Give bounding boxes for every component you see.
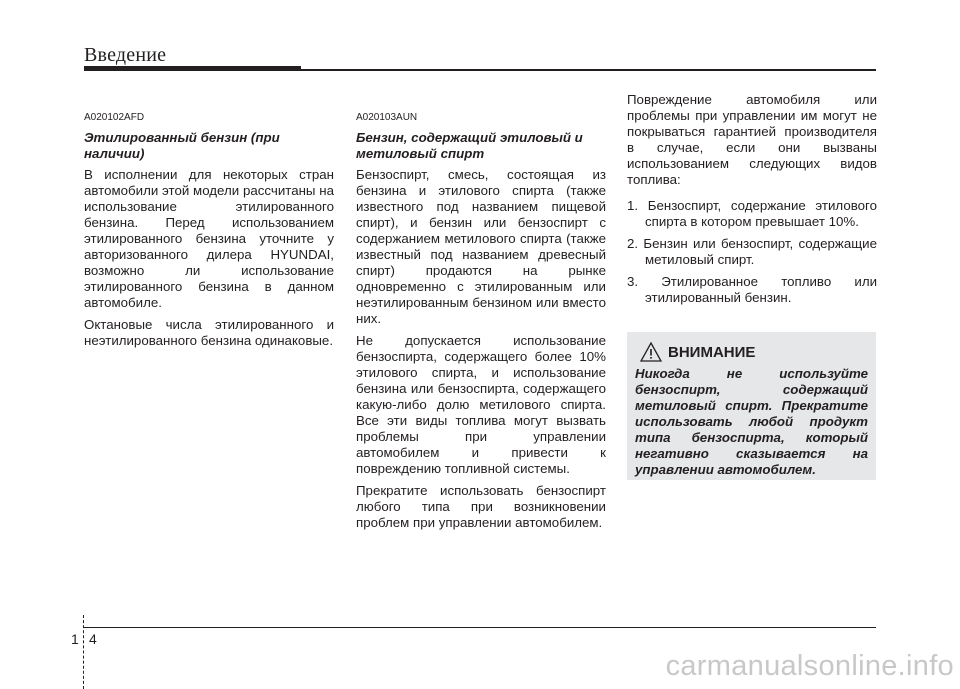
paragraph: Не допускается использование бензоспирта, содержащего более 10% этилового спирта, и использование бензина или бензоспирта, содержащего какую-либо долю метилового спирта. Все эти виды топлива могут вызвать проблемы при управлении автомобилем и привести к повреждению топливной системы. [356,333,606,476]
chapter-number: 1 [71,631,79,647]
paragraph: Бензоспирт, смесь, состоящая из бензина и этилового спирта (также известного под названием пищевой спирт), и бензин или бензоспирт с содержанием метилового спирта (также известный под названием древесный спирт) продаются на рынке одновременно с этилированным или неэтилированным бензином или вместо них. [356,167,606,326]
footer-divider [83,615,84,689]
fuel-list [627,198,877,306]
list-item: 1. Бензоспирт, содержание этилового спирта в котором превышает 10%. [627,198,877,229]
paragraph: Повреждение автомобиля или проблемы при управлении им могут не покрываться гарантией производителя в случае, если они вызваны использованием следующих видов топлива: [627,92,877,187]
section-title: Введение [84,44,167,66]
header-rule-thick [84,66,301,71]
warning-header [640,342,868,362]
footer-rule [84,627,876,628]
section-code: A020103AUN [356,112,418,123]
paragraph: В исполнении для некоторых стран автомобили этой модели рассчитаны на использование этилированного бензина. Перед использованием этилированного бензина уточните у авторизованного дилера HYUNDAI, возможно ли использование этилированного бензина в данном автомобиле. [84,167,334,310]
list-item: 3. Этилированное топливо или этилированный бензин. [627,274,877,305]
left-column [84,112,334,355]
paragraph: Прекратите использовать бензоспирт любого типа при возникновении проблем при управлении автомобилем. [356,483,606,530]
warning-box [627,332,876,480]
paragraph: Октановые числа этилированного и неэтилированного бензина одинаковые. [84,317,334,348]
page-number: 4 [89,631,97,647]
middle-column [356,112,606,537]
watermark: carmanualsonline.info [665,650,954,682]
header-rule-thin [301,69,876,71]
list-item: 2. Бензин или бензоспирт, содержащие метиловый спирт. [627,236,877,267]
section-code: A020102AFD [84,112,145,123]
section-subtitle: Бензин, содержащий этиловый и метиловый спирт [356,130,583,161]
warning-label: ВНИМАНИЕ [668,343,756,361]
warning-triangle-icon [640,342,662,362]
warning-text: Никогда не используйте бензоспирт, содержащий метиловый спирт. Прекратите использовать любой продукт типа бензоспирта, который негативно сказывается на управлении автомобилем. [635,366,868,477]
right-column [627,92,877,312]
section-subtitle: Этилированный бензин (при наличии) [84,130,280,161]
